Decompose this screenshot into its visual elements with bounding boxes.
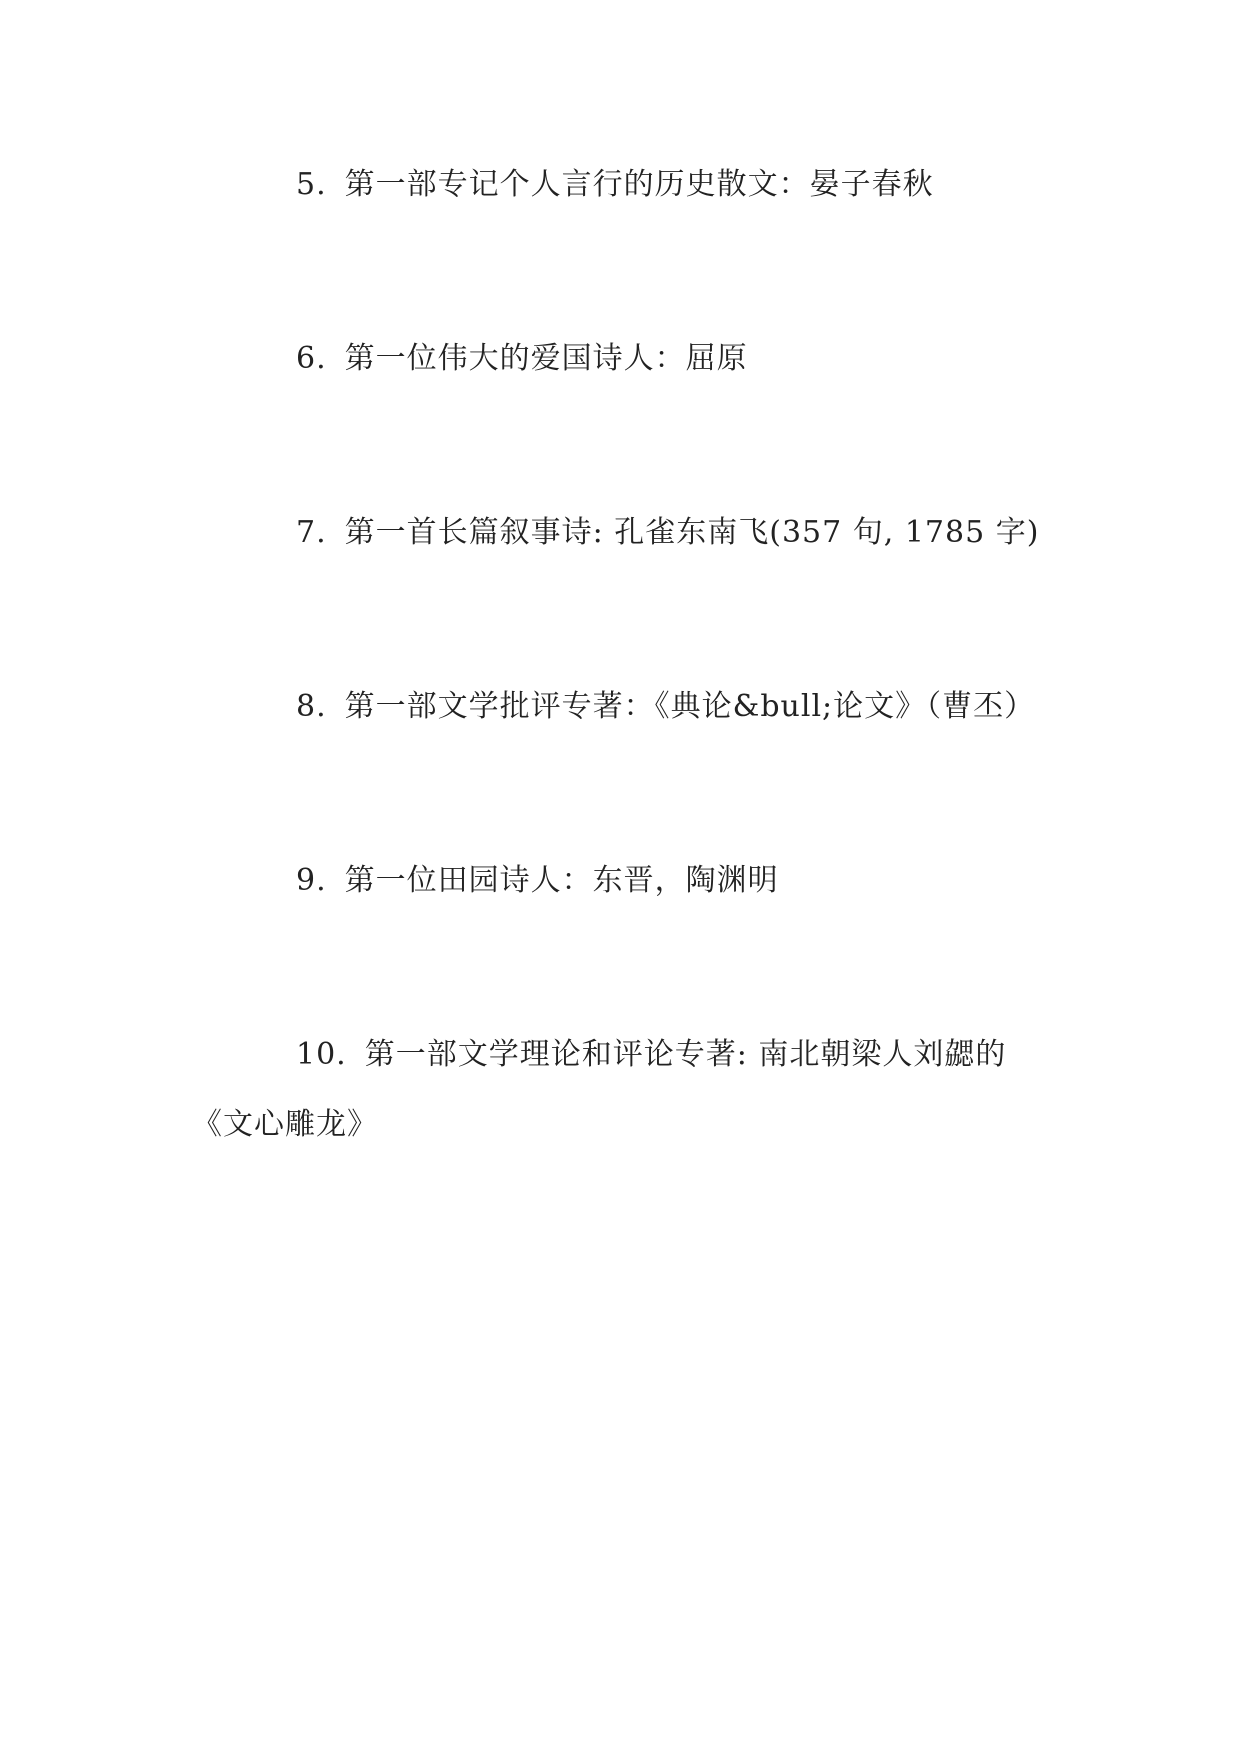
item-number: 6. [296,341,327,376]
list-item [192,672,1052,742]
item-text: 第一位田园诗人：东晋，陶渊明 [344,863,779,898]
list-item [192,324,1052,394]
list-item [192,498,1052,568]
item-text: 第一部文学批评专著：《典论&bull;论文》（曹丕） [344,689,1036,724]
item-text: 第一部文学理论和评论专著: 南北朝梁人刘勰的《文心雕龙》 [192,1037,1007,1142]
item-text: 第一首长篇叙事诗: 孔雀东南飞(357 句, 1785 字) [344,515,1040,550]
item-number: 9. [296,863,327,898]
item-number: 10. [296,1037,347,1072]
list-item [192,150,1052,220]
item-number: 8. [296,689,327,724]
item-text: 第一部专记个人言行的历史散文：晏子春秋 [344,167,934,202]
item-number: 5. [296,167,327,202]
list-item [192,1020,1052,1160]
item-number: 7. [296,515,327,550]
list-item [192,846,1052,916]
item-text: 第一位伟大的爱国诗人：屈原 [344,341,748,376]
